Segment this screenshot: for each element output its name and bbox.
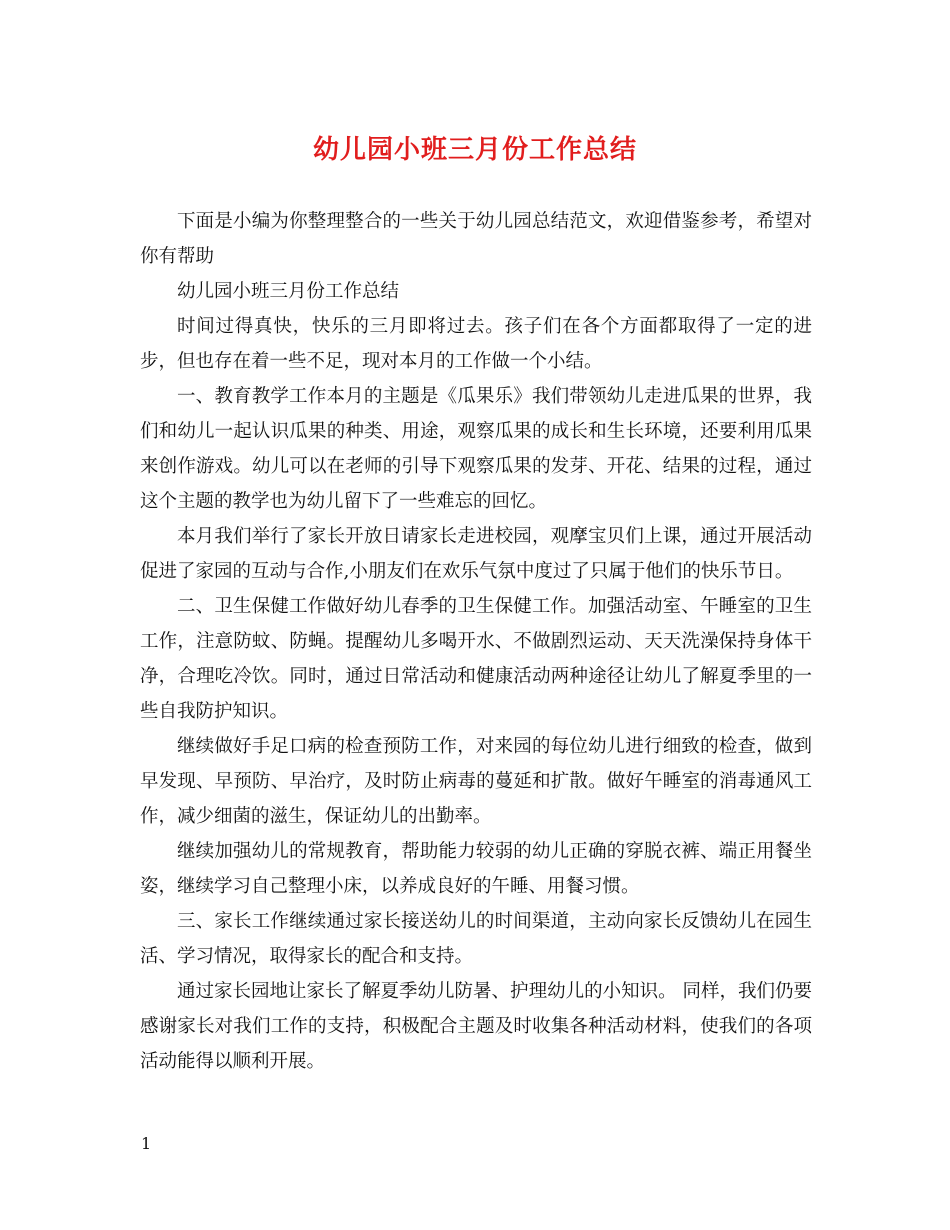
paragraph-intro: 下面是小编为你整理整合的一些关于幼儿园总结范文，欢迎借鉴参考，希望对你有帮助	[140, 211, 812, 267]
document-body	[140, 204, 812, 1079]
paragraph-parents: 三、家长工作继续通过家长接送幼儿的时间渠道，主动向家长反馈幼儿在园生活、学习情况，取得家长的配合和支持。	[140, 911, 812, 967]
paragraph-prevention: 继续做好手足口病的检查预防工作，对来园的每位幼儿进行细致的检查，做到早发现、早预防、早治疗，及时防止病毒的蔓延和扩散。做好午睡室的消毒通风工作，减少细菌的滋生，保证幼儿的出勤率。	[140, 736, 812, 827]
paragraph-teaching: 一、教育教学工作本月的主题是《瓜果乐》我们带领幼儿走进瓜果的世界，我们和幼儿一起认识瓜果的种类、用途，观察瓜果的成长和生长环境，还要利用瓜果来创作游戏。幼儿可以在老师的引导下观察瓜果的发芽、开花、结果的过程，通过这个主题的教学也为幼儿留下了一些难忘的回忆。	[140, 386, 812, 512]
paragraph-health: 二、卫生保健工作做好幼儿春季的卫生保健工作。加强活动室、午睡室的卫生工作，注意防蚊、防蝇。提醒幼儿多喝开水、不做剧烈运动、天天洗澡保持身体干净，合理吃冷饮。同时，通过日常活动和健康活动两种途径让幼儿了解夏季里的一些自我防护知识。	[140, 596, 812, 722]
document-title: 幼儿园小班三月份工作总结	[312, 135, 637, 165]
page-number: 1	[141, 1134, 152, 1153]
paragraph-routine: 继续加强幼儿的常规教育，帮助能力较弱的幼儿正确的穿脱衣裤、端正用餐坐姿，继续学习自己整理小床，以养成良好的午睡、用餐习惯。	[140, 841, 812, 897]
paragraph-open-day: 本月我们举行了家长开放日请家长走进校园，观摩宝贝们上课，通过开展活动促进了家园的互动与合作,小朋友们在欢乐气氛中度过了只属于他们的快乐节日。	[140, 526, 812, 582]
paragraph-thanks: 通过家长园地让家长了解夏季幼儿防暑、护理幼儿的小知识。 同样，我们仍要感谢家长对我们工作的支持，积极配合主题及时收集各种活动材料，使我们的各项活动能得以顺利开展。	[140, 981, 812, 1072]
paragraph-subtitle: 幼儿园小班三月份工作总结	[177, 281, 400, 302]
paragraph-opening: 时间过得真快，快乐的三月即将过去。孩子们在各个方面都取得了一定的进步，但也存在着一些不足，现对本月的工作做一个小结。	[140, 316, 812, 372]
